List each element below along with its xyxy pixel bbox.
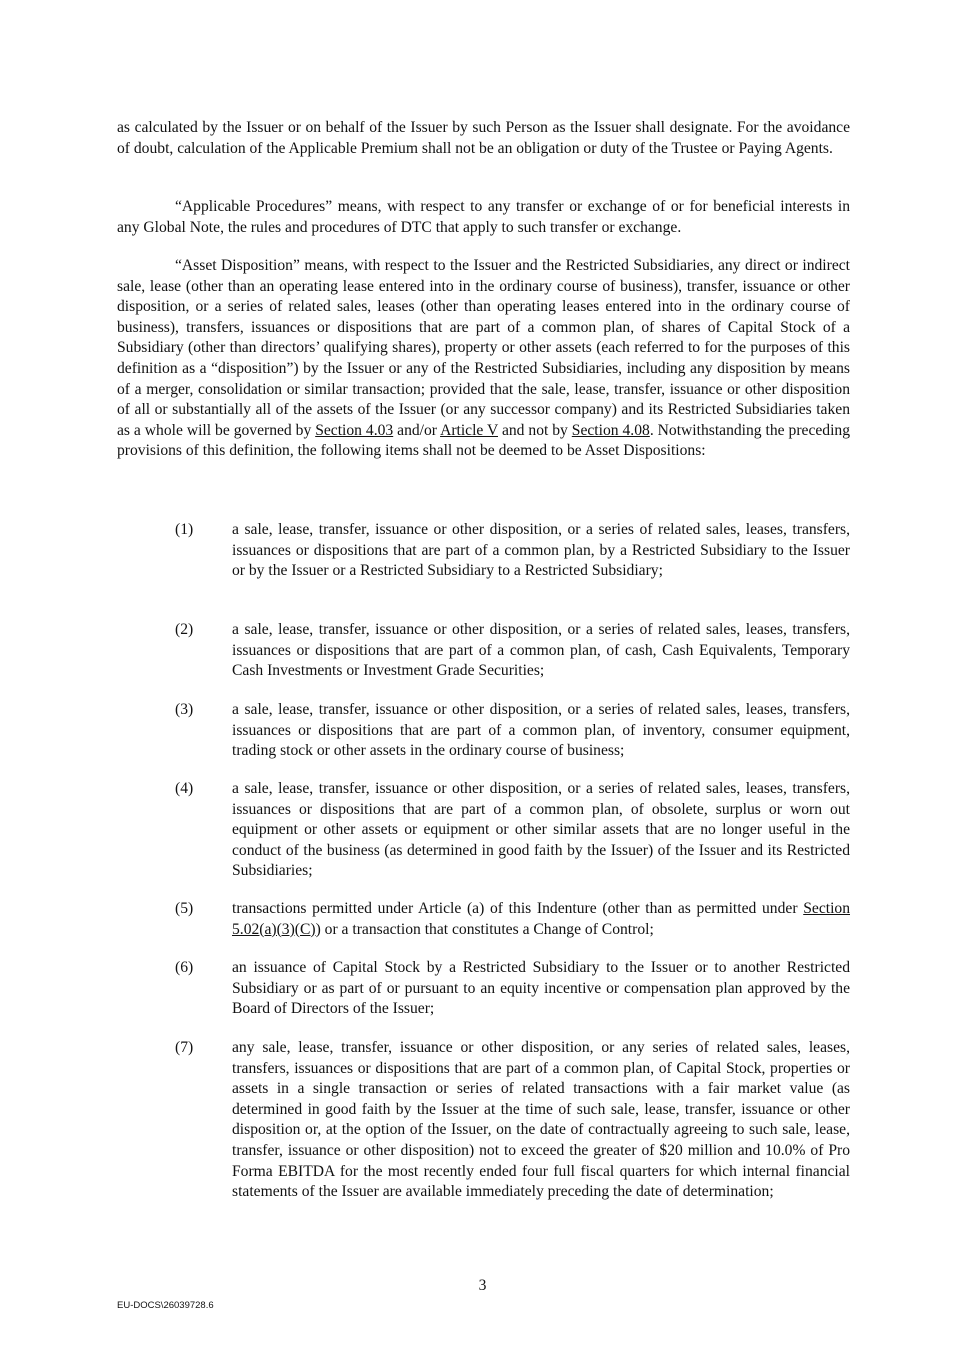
list-item-number: (5) [175,900,194,917]
list-item-text: a sale, lease, transfer, issuance or other disposition, or a series of related sales, leases, transfers, issuances or dispositions that are part of a common plan, of inventory, consumer equipment, trading stock or other assets in the ordinary course of business; [232,701,850,760]
section-4-08-link[interactable]: Section 4.08 [571,421,650,439]
list-item-number: (2) [175,621,194,638]
section-5-02-link[interactable]: Section 5.02(a)(3)(C) [232,900,850,938]
list-item-number: (6) [175,959,194,976]
asset-disposition-text-1: “Asset Disposition” means, with respect to the Issuer and the Restricted Subsidiaries, any direct or indirect sale, lease (other than an operating lease entered into in the ordinary course of business), transfer, issuance or other disposition, or a series of related sales, leases (other than operating leases entered into in the ordinary course of business), transfers, issuances or dispositions that are part of a common plan, of shares of Capital Stock of a Subsidiary (other than directors’ qualifying shares), property or other assets (each referred to for the purposes of this definition as a “disposition”) by the Issuer or any of the Restricted Subsidiaries, including any disposition by means of a merger, consolidation or similar transaction; provided that the sale, lease, transfer, issuance or other disposition of all or substantially all of the assets of the Issuer (or any successor company) and its Restricted Subsidiaries taken as a whole will be governed by [117,257,850,439]
list-item-text: a sale, lease, transfer, issuance or other disposition, or a series of related sales, leases, transfers, issuances or dispositions that are part of a common plan, by a Restricted Subsidiary to the Issuer or by the Issuer or a Restricted Subsidiary to a Restricted Subsidiary; [232,521,850,580]
list-item-number: (3) [175,701,194,718]
list-item-text: an issuance of Capital Stock by a Restricted Subsidiary to the Issuer or to another Restricted Subsidiary or as part of or pursuant to an equity incentive or compensation plan approved by the Board of Directors of the Issuer; [232,959,850,1018]
paragraph-asset-disposition [117,256,850,462]
item-5-text-b: ) or a transaction that constitutes a Change of Control; [315,920,654,938]
list-item-text: a sale, lease, transfer, issuance or other disposition, or a series of related sales, leases, transfers, issuances or dispositions that are part of a common plan, of cash, Cash Equivalents, Temporary Cash Investments or Investment Grade Securities; [232,621,850,680]
list-item-text: any sale, lease, transfer, issuance or other disposition, or any series of related sales, leases, transfers, issuances or dispositions that are part of a common plan, of Capital Stock, properties or assets in a single transaction or series of related transactions with a fair market value (as determined in good faith by the Issuer at the time of such sale, lease, transfer, issuance or other disposition or, at the option of the Issuer, on the date of contractually agreeing to such sale, lease, transfer, issuance or other disposition) not to exceed the greater of $20 million and 10.0% of Pro Forma EBITDA for the most recently ended four full fiscal quarters for which internal financial statements of the Issuer are available immediately preceding the date of determination; [232,1039,850,1201]
paragraph-applicable-procedures: “Applicable Procedures” means, with respect to any transfer or exchange of or for beneficial interests in any Global Note, the rules and procedures of DTC that apply to such transfer or exchange. [117,198,850,236]
list-item-number: (7) [175,1039,194,1056]
section-4-03-link[interactable]: Section 4.03 [315,421,394,439]
document-id: EU-DOCS\26039728.6 [117,1300,214,1311]
paragraph-applicable-premium-tail: as calculated by the Issuer or on behalf of the Issuer by such Person as the Issuer shall designate. For the avoidance of doubt, calculation of the Applicable Premium shall not be an obligation or duty of the Trustee or Paying Agents. [117,119,850,157]
item-5-text-a: transactions permitted under Article (a) of this Indenture (other than as permitted under [232,900,804,917]
asset-disposition-text-4: . Notwithstanding the preceding provisions of this definition, the following items shall not be deemed to be Asset Dispositions: [117,421,851,460]
article-v-link[interactable]: Article V [440,421,498,439]
list-item-number: (4) [175,780,194,797]
list-item-text: a sale, lease, transfer, issuance or other disposition, or a series of related sales, leases, transfers, issuances or dispositions that are part of a common plan, of obsolete, surplus or worn out equipment or other assets or equipment or other similar assets that are no longer useful in the conduct of the business (as determined in good faith by the Issuer) of the Issuer and its Restricted Subsidiaries; [232,780,850,880]
asset-disposition-text-3: and not by [498,421,572,439]
asset-disposition-text-2: and/or [393,421,441,439]
list-item-text [232,899,850,940]
page-number: 3 [478,1277,487,1294]
list-item-number: (1) [175,521,194,538]
